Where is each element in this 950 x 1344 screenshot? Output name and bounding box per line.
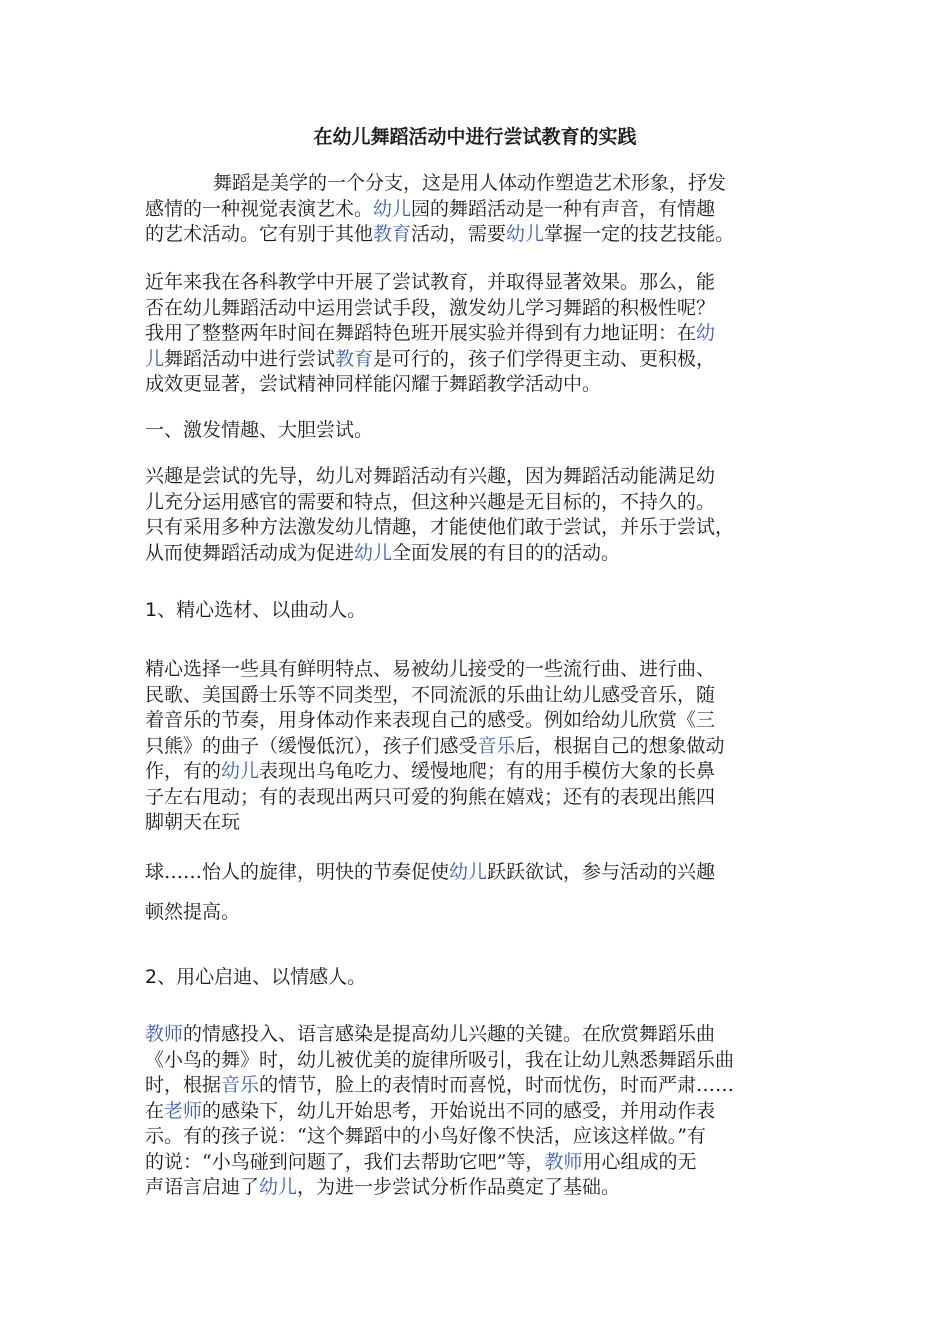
paragraph-interest [145,464,815,566]
text-line: 顿然提高。 [145,901,241,923]
text-line: 着音乐的节奏，用身体动作来表现自己的感受。例如给幼儿欣赏《三 [145,709,716,731]
subsection-heading: 2、用心启迪、以情感人。 [145,966,367,988]
text-line: 子左右甩动；有的表现出两只可爱的狗熊在嬉戏；还有的表现出熊四 [145,785,716,808]
text-line: 成效更显著，尝试精神同样能闪耀于舞蹈教学活动中。 [145,373,602,395]
keyword-link[interactable]: 老师 [164,1099,203,1122]
keyword-link[interactable]: 教育 [373,223,412,245]
keyword-link[interactable]: 音乐 [477,734,516,757]
paragraph-background [145,270,815,398]
keyword-link[interactable]: 幼儿 [373,197,412,220]
text-line: 教师的情感投入、语言感染是提高幼儿兴趣的关键。在欣赏舞蹈乐曲 [145,1023,716,1045]
text-line: 作，有的幼儿表现出乌龟吃力、缓慢地爬；有的用手模仿大象的长鼻 [145,760,716,782]
text-line: 感情的一种视觉表演艺术。幼儿园的舞蹈活动是一种有声音，有情趣 [145,197,716,220]
text-line: 示。有的孩子说：“这个舞蹈中的小鸟好像不快活，应该这样做。”有 [145,1125,706,1147]
paragraph-intro [145,171,815,248]
text-line: 儿充分运用感官的需要和特点，但这种兴趣是无目标的，不持久的。 [145,490,716,513]
keyword-link[interactable]: 教育 [335,347,374,370]
text-line: 声语言启迪了幼儿，为进一步尝试分析作品奠定了基础。 [145,1176,621,1198]
keyword-link[interactable]: 儿 [145,347,165,370]
keyword-link[interactable]: 幼儿 [259,1176,298,1198]
keyword-link[interactable]: 幼儿 [221,760,260,782]
text-line: 只有采用多种方法激发幼儿情趣，才能使他们敢于尝试，并乐于尝试， [145,516,735,538]
text-line: 时，根据音乐的情节，脸上的表情时而喜悦，时而忧伤，时而严肃…… [145,1074,735,1096]
text-line: 近年来我在各科教学中开展了尝试教育，并取得显著效果。那么，能 [145,271,716,293]
text-line: 儿舞蹈活动中进行尝试教育是可行的，孩子们学得更主动、更积极， [145,347,716,370]
keyword-link[interactable]: 教师 [145,1023,184,1045]
text-line: 舞蹈是美学的一个分支，这是用人体动作塑造艺术形象，抒发 [213,172,727,194]
subsection-heading: 1、精心选材、以曲动人。 [145,599,367,621]
paragraph-music-selection [145,657,815,836]
page-title: 在幼儿舞蹈活动中进行尝试教育的实践 [313,126,637,148]
text-line: 的艺术活动。它有别于其他教育活动，需要幼儿掌握一定的技艺技能。 [145,223,735,245]
keyword-link[interactable]: 幼儿 [449,861,488,883]
section-heading: 一、激发情趣、大胆尝试。 [145,419,374,441]
text-line: 兴趣是尝试的先导，幼儿对舞蹈活动有兴趣，因为舞蹈活动能满足幼 [145,465,716,487]
keyword-link[interactable]: 幼儿 [506,223,545,245]
paragraph-continuation [145,852,815,932]
keyword-link[interactable]: 音乐 [221,1074,260,1096]
text-line: 的说：“小鸟碰到问题了，我们去帮助它吧”等，教师用心组成的无 [145,1150,697,1173]
text-line: 球……怡人的旋律，明快的节奏促使幼儿跃跃欲试，参与活动的兴趣 [145,861,716,883]
keyword-link[interactable]: 教师 [544,1150,583,1173]
text-line: 民歌、美国爵士乐等不同类型，不同流派的乐曲让幼儿感受音乐，随 [145,683,716,706]
keyword-link[interactable]: 幼儿 [354,541,393,564]
text-line: 否在幼儿舞蹈活动中运用尝试手段，激发幼儿学习舞蹈的积极性呢？ [145,296,716,319]
keyword-link[interactable]: 幼 [696,322,716,344]
text-line: 精心选择一些具有鲜明特点、易被幼儿接受的一些流行曲、进行曲、 [145,658,716,680]
text-line: 从而使舞蹈活动成为促进幼儿全面发展的有目的的活动。 [145,541,621,564]
text-line: 只熊》的曲子（缓慢低沉），孩子们感受音乐后，根据自己的想象做动 [145,734,725,757]
text-line: 《小鸟的舞》时，幼儿被优美的旋律所吸引，我在让幼儿熟悉舞蹈乐曲 [145,1048,735,1071]
text-line: 我用了整整两年时间在舞蹈特色班开展实验并得到有力地证明：在幼 [145,322,716,344]
text-line: 脚朝天在玩 [145,811,241,833]
text-line: 在老师的感染下，幼儿开始思考，开始说出不同的感受，并用动作表 [145,1099,716,1122]
paragraph-teacher-guidance [145,1022,815,1201]
